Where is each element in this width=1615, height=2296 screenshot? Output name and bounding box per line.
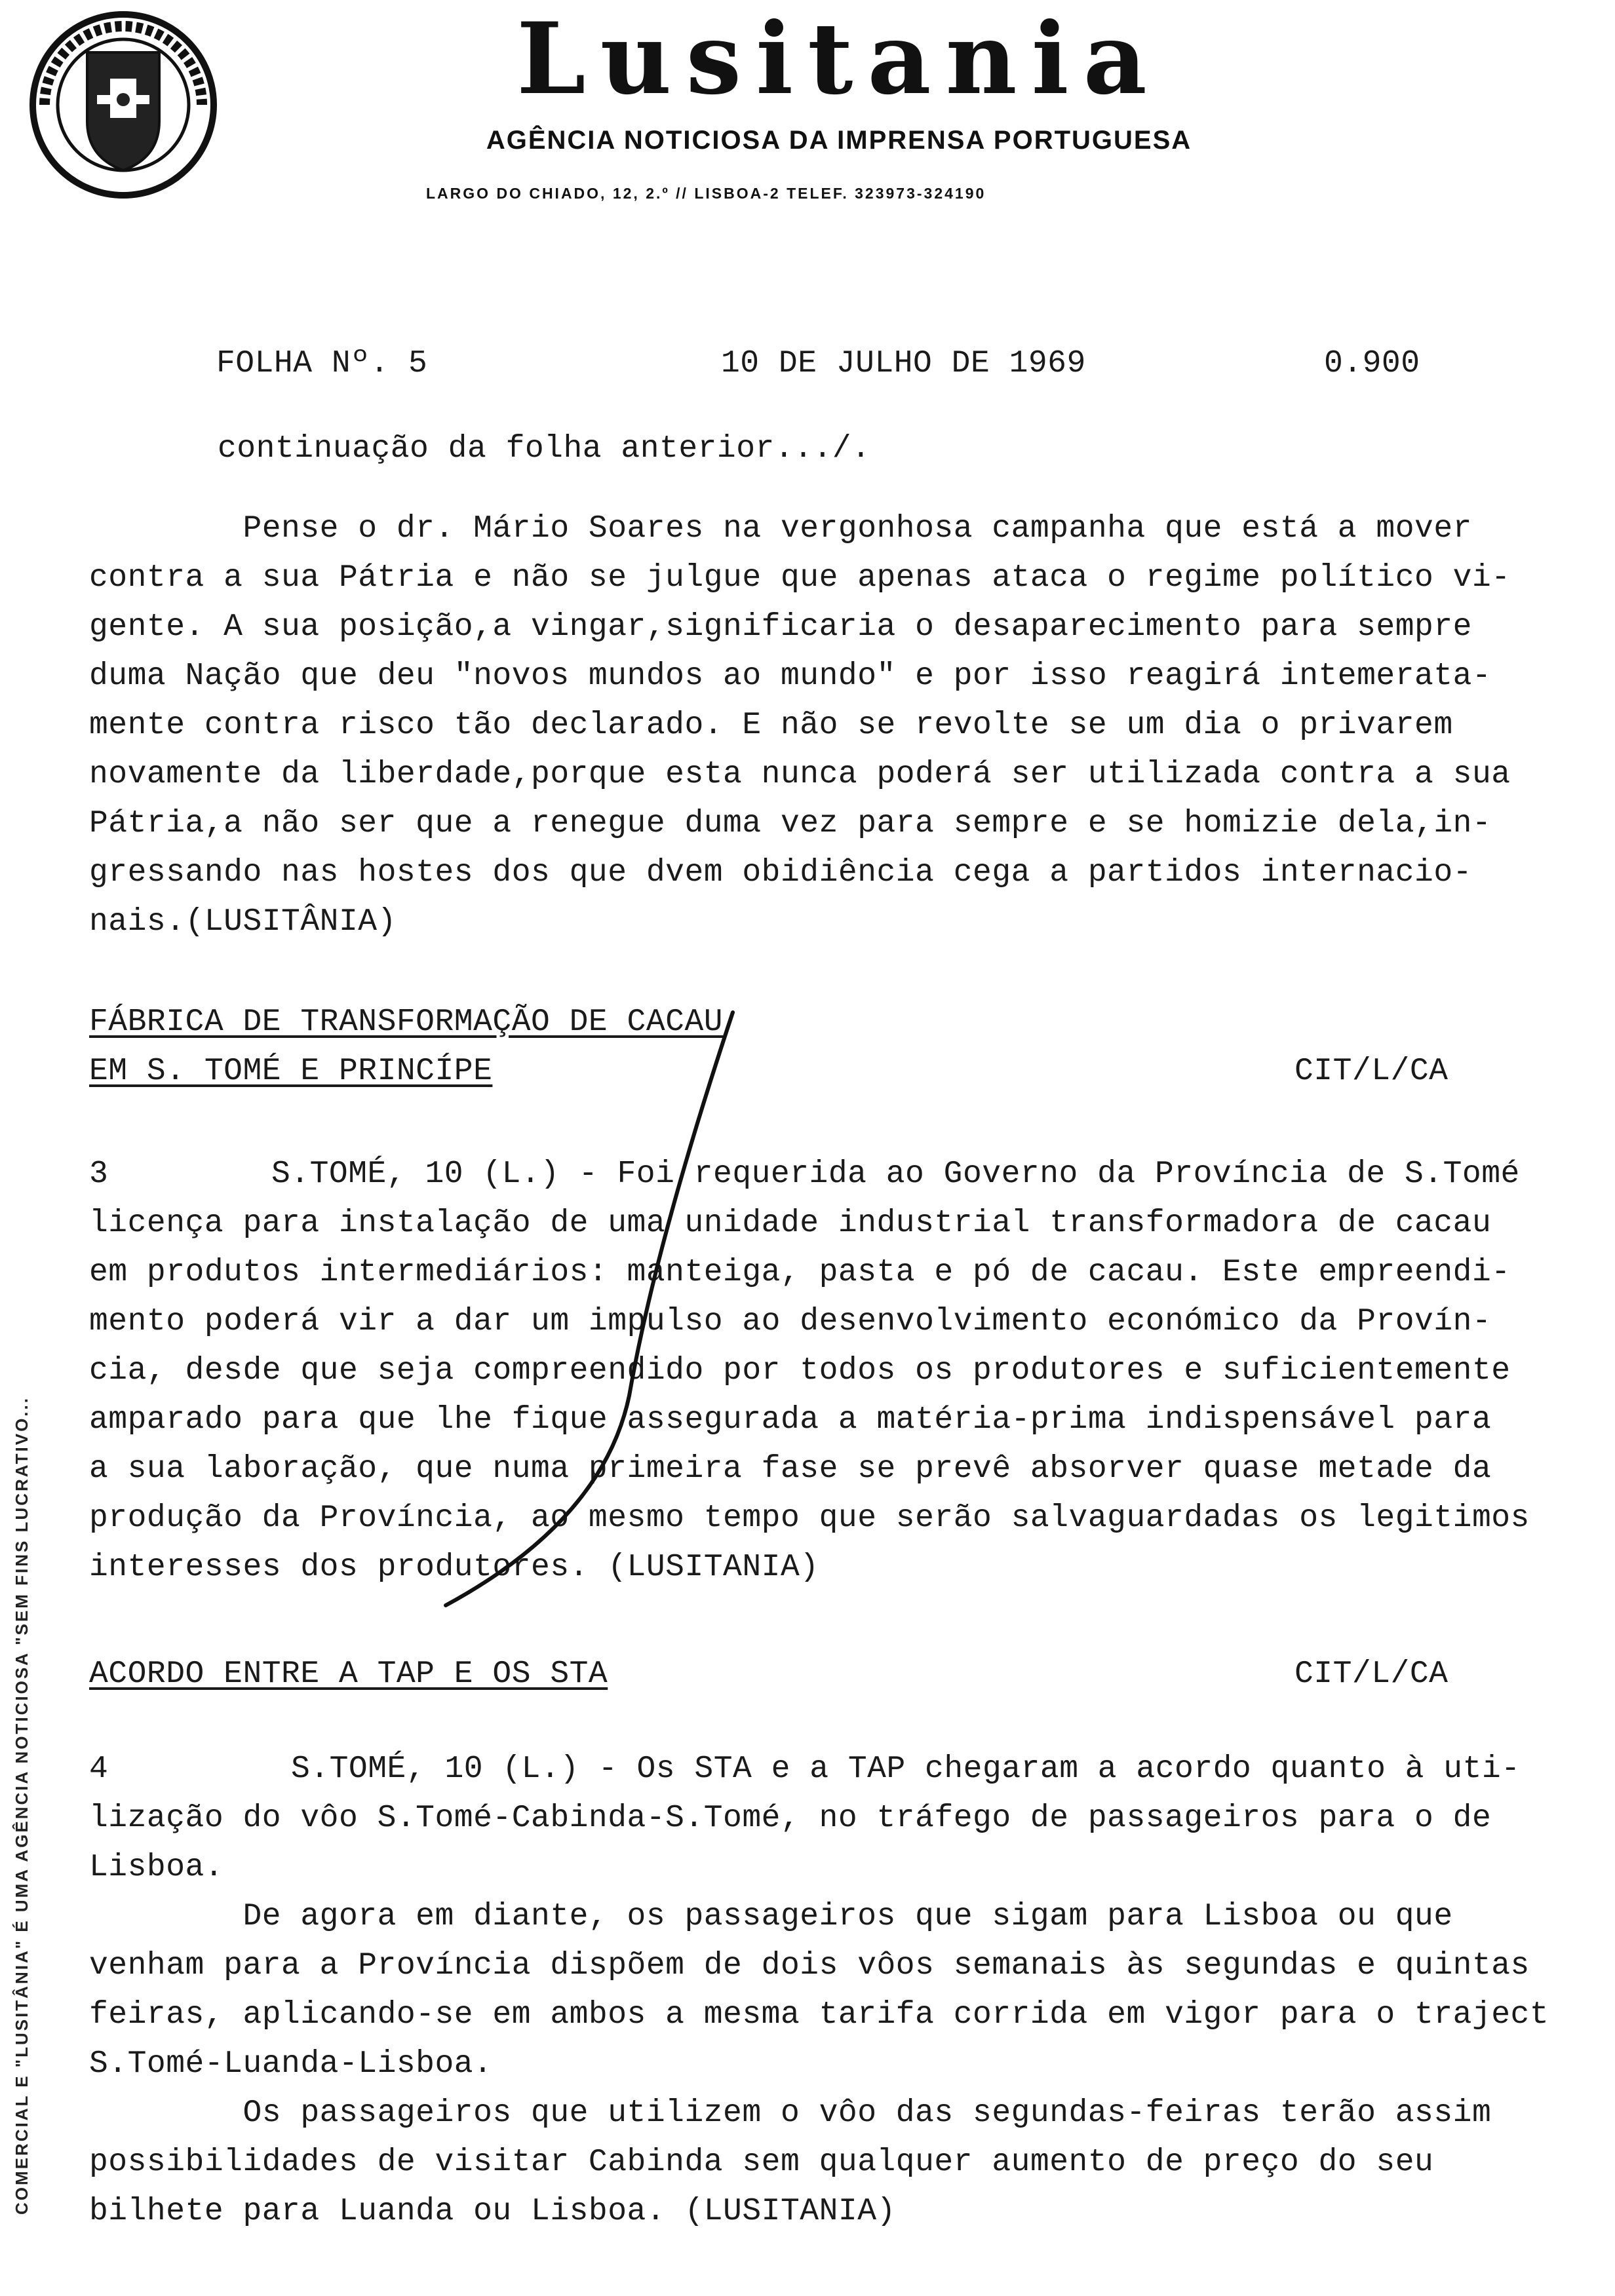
article-2-line: S.TOMÉ, 10 (L.) - Foi requerida ao Governo da Província de S.Tomé [271, 1157, 1520, 1192]
continuation-note: continuação da folha anterior.../. [218, 431, 871, 467]
masthead-subtitle: AGÊNCIA NOTICIOSA DA IMPRENSA PORTUGUESA [486, 126, 1192, 155]
article-2-number: 3 [89, 1157, 109, 1192]
article-3-heading: ACORDO ENTRE A TAP E OS STA [89, 1656, 608, 1692]
article-1-line: gente. A sua posição,a vingar,significaria o desaparecimento para sempre [89, 609, 1472, 645]
article-2-line: produção da Província, ao mesmo tempo que serão salvaguardadas os legitimos [89, 1501, 1530, 1536]
article-3-line: S.Tomé-Luanda-Lisboa. [89, 2046, 493, 2082]
article-1-line: duma Nação que deu "novos mundos ao mundo" e por isso reagirá intemerata- [89, 659, 1492, 694]
article-3-line: S.TOMÉ, 10 (L.) - Os STA e a TAP chegaram a acordo quanto à uti- [291, 1751, 1521, 1787]
article-1-line: Pátria,a não ser que a renegue duma vez para sempre e se homizie dela,in- [89, 806, 1492, 841]
article-3-body [89, 1745, 1597, 2236]
article-2-line: a sua laboração, que numa primeira fase se prevê absorver quase metade da [89, 1451, 1492, 1487]
article-3-line: De agora em diante, os passageiros que sigam para Lisboa ou que [89, 1899, 1453, 1934]
agency-seal-logo [25, 7, 222, 203]
article-1-line: mente contra risco tão declarado. E não se revolte se um dia o privarem [89, 708, 1453, 743]
article-3-number: 4 [89, 1751, 109, 1787]
article-1-line: nais.(LUSITÂNIA) [89, 904, 397, 940]
article-3-line: Lisboa. [89, 1850, 224, 1885]
article-3-tag: CIT/L/CA [1294, 1656, 1449, 1692]
article-1-line: Pense o dr. Mário Soares na vergonhosa campanha que está a mover [89, 511, 1472, 546]
article-2-heading-line-2: EM S. TOMÉ E PRINCÍPE [89, 1054, 493, 1089]
article-1-body [89, 505, 1597, 947]
article-1-line: novamente da liberdade,porque esta nunca poderá ser utilizada contra a sua [89, 757, 1511, 792]
article-2-line: cia, desde que seja compreendido por todos os produtores e suficientemente [89, 1353, 1511, 1388]
masthead-address: LARGO DO CHIADO, 12, 2.º // LISBOA-2 TELEF. 323973-324190 [426, 185, 986, 202]
article-2-line: interesses dos produtores. (LUSITANIA) [89, 1550, 819, 1585]
article-3-line: Os passageiros que utilizem o vôo das segundas-feiras terão assim [89, 2095, 1492, 2131]
article-3-line: venham para a Província dispõem de dois vôos semanais às segundas e quintas [89, 1948, 1530, 1983]
article-2-line: mento poderá vir a dar um impulso ao desenvolvimento económico da Provín- [89, 1304, 1492, 1339]
masthead-title: Lusitania [516, 1, 1161, 117]
article-2-tag: CIT/L/CA [1294, 1054, 1449, 1089]
side-stamp: COMERCIAL E "LUSITÂNIA" É UMA AGÊNCIA NOTICIOSA "SEM FINS LUCRATIVO... [12, 1396, 31, 2215]
article-2-line: amparado para que lhe fique assegurada a matéria-prima indispensável para [89, 1402, 1492, 1438]
article-2-line: em produtos intermediários: manteiga, pasta e pó de cacau. Este empreendi- [89, 1255, 1511, 1290]
article-2-body [89, 1150, 1597, 1592]
article-3-line: possibilidades de visitar Cabinda sem qualquer aumento de preço do seu [89, 2145, 1434, 2180]
article-1-line: contra a sua Pátria e não se julgue que apenas ataca o regime político vi- [89, 560, 1511, 596]
article-2-heading-line-1: FÁBRICA DE TRANSFORMAÇÃO DE CACAU [89, 1004, 724, 1040]
article-3-line: feiras, aplicando-se em ambos a mesma tarifa corrida em vigor para o traject [89, 1997, 1549, 2033]
article-1-line: gressando nas hostes dos que dvem obidiência cega a partidos internacio- [89, 855, 1472, 890]
article-3-line: lização do vôo S.Tomé-Cabinda-S.Tomé, no tráfego de passageiros para o de [89, 1801, 1492, 1836]
article-3-line: bilhete para Luanda ou Lisboa. (LUSITANIA) [89, 2194, 896, 2229]
sheet-date: 10 DE JULHO DE 1969 [721, 346, 1086, 381]
article-2-line: licença para instalação de uma unidade industrial transformadora de cacau [89, 1206, 1492, 1241]
sheet-code: 0.900 [1324, 346, 1420, 381]
sheet-number: FOLHA Nº. 5 [216, 346, 428, 381]
